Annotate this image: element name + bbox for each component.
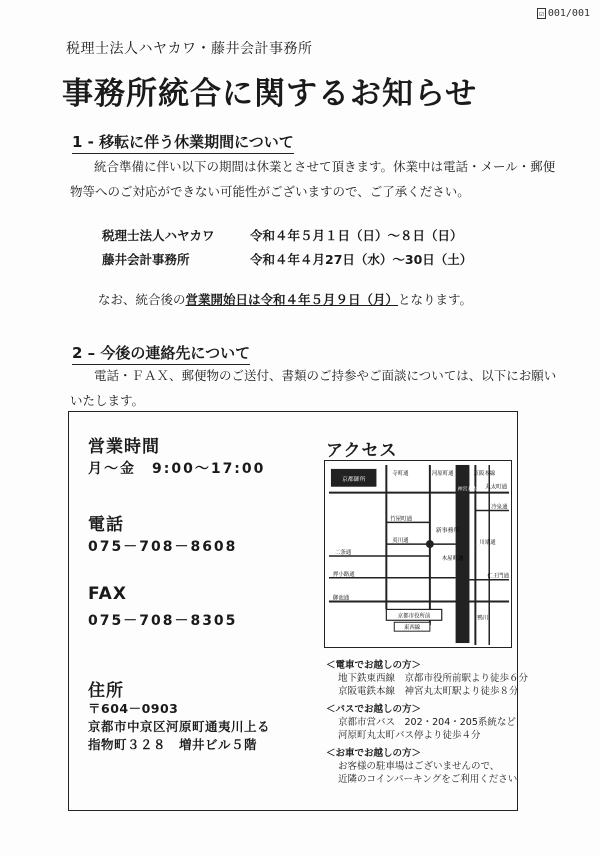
- route-bus-stop: 河原町丸太町バス停より徒歩４分: [338, 730, 481, 741]
- reopen-note: [98, 290, 472, 308]
- hours-value: 月～金 9:00～17:00: [88, 461, 266, 477]
- closure-name: 藤井会計事務所: [102, 252, 190, 267]
- palace-label: 京都御所: [341, 475, 366, 483]
- address-label: 住所: [88, 681, 124, 701]
- note-prefix: なお、統合後の: [98, 292, 186, 307]
- office-marker-icon: [426, 540, 434, 548]
- label-teramachi: 寺町通: [392, 470, 409, 477]
- label-kawabata: 川端通: [479, 540, 496, 547]
- note-suffix: となります。: [398, 292, 473, 307]
- phone-value: 075－708－8608: [88, 539, 238, 555]
- closure-period: 令和４年５月１日（日）～８日（日）: [250, 228, 463, 243]
- closure-row-fujii: [102, 250, 472, 268]
- label-jingu: 神宮丸太町: [457, 486, 483, 493]
- section1-body: 統合準備に伴い以下の期間は休業とさせて頂きます。休業中は電話・メール・郵便物等へのご対応ができない可能性がございますので、ご了承ください。: [70, 159, 556, 199]
- label-kawaramachi: 河原町通: [431, 470, 454, 477]
- issuer-name: 税理士法人ハヤカワ・藤井会計事務所: [66, 41, 313, 57]
- reopen-date: 営業開始日は令和４年５月９日: [185, 292, 361, 307]
- reopen-day: （月）: [360, 292, 399, 307]
- fax-icon: ☑: [539, 9, 544, 18]
- route-car-line2: 近隣のコインパーキングをご利用ください: [338, 774, 518, 785]
- fax-value: 075－708－8305: [88, 613, 238, 629]
- label-nijo: 二条通: [334, 550, 352, 556]
- access-map: [324, 460, 512, 648]
- route-bus-head: ＜バスでお越しの方＞: [326, 704, 422, 715]
- fax-label: FAX: [88, 584, 127, 604]
- closure-period: 令和４年４月27日（水）～30日（土）: [250, 252, 473, 267]
- closure-name: 税理士法人ハヤカワ: [102, 228, 215, 243]
- label-keihan: 京阪本線: [473, 470, 496, 477]
- route-subway: 地下鉄東西線 京都市役所前駅より徒歩６分: [338, 673, 529, 684]
- section1-heading: 1 - 移転に伴う休業期間について: [72, 131, 294, 154]
- label-kamogawa: 鴨川: [477, 615, 489, 622]
- label-oshikoji: 押小路通: [332, 571, 355, 578]
- label-ebisugawa: 夷川通: [392, 538, 409, 545]
- label-reizei: 冷泉通: [491, 504, 508, 511]
- label-marutamachi: 丸太町通: [485, 484, 508, 491]
- label-niomon: 仁王門通: [487, 573, 510, 580]
- access-label: アクセス: [326, 441, 398, 461]
- city-hall-label: 京都市役所前: [397, 613, 431, 620]
- page-code: [537, 8, 590, 19]
- route-car-head: ＜お車でお越しの方＞: [326, 748, 422, 759]
- section2-body: 電話・ＦＡＸ、郵便物のご送付、書類のご持参やご面談については、以下にお願いいたします。: [70, 368, 557, 408]
- route-keihan: 京阪電鉄本線 神宮丸太町駅より徒歩８分: [338, 686, 519, 697]
- address-line2: 指物町３２８ 増井ビル５階: [88, 737, 258, 752]
- label-kiyamachi: 木屋町通: [441, 555, 464, 562]
- page-title: 事務所統合に関するお知らせ: [62, 76, 478, 112]
- hours-label: 営業時間: [88, 437, 160, 457]
- section2-heading: 2 – 今後の連絡先について: [72, 342, 250, 365]
- label-oike: 御池通: [332, 595, 350, 602]
- label-takeyamachi: 竹屋町通: [390, 516, 413, 523]
- route-bus-lines: 京都市営バス 202・204・205系統など: [338, 717, 516, 728]
- label-office: 新事務所: [435, 527, 460, 535]
- phone-label: 電話: [88, 515, 124, 535]
- tozai-label: 東西線: [403, 625, 421, 632]
- address-line1: 京都市中京区河原町通夷川上る: [88, 719, 271, 734]
- route-car-line1: お客様の駐車場はございませんので、: [338, 761, 500, 772]
- route-train-head: ＜電車でお越しの方＞: [326, 660, 422, 671]
- page-code-text: 001/001: [547, 8, 590, 19]
- closure-row-hayakawa: [102, 226, 463, 244]
- postal-code: 〒604－0903: [88, 701, 179, 716]
